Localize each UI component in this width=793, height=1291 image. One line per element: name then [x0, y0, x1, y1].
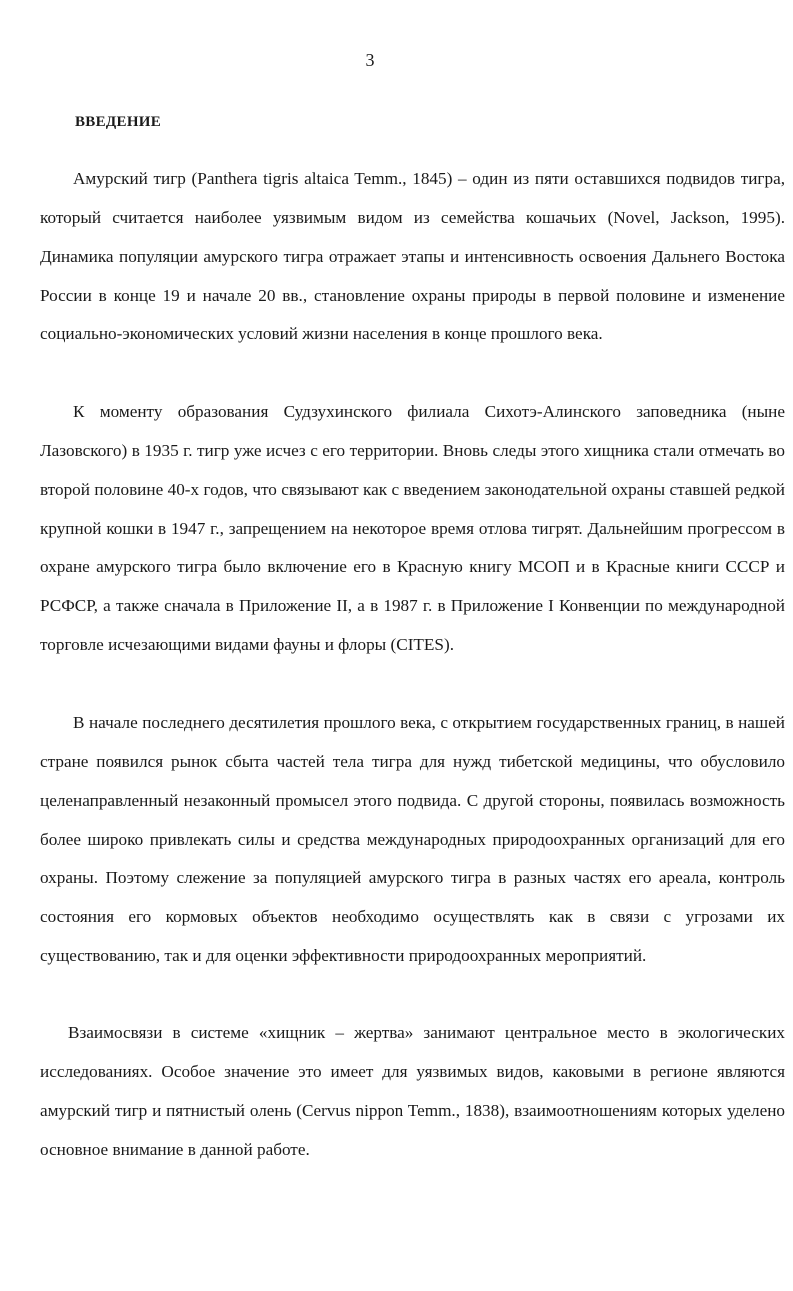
paragraph: В начале последнего десятилетия прошлого века, с открытием государственных границ, в нашей стране появился рынок сбыта частей тела тигра для нужд тибетской медицины, что обусловило целенаправленный незаконный промысел этого подвида. С другой стороны, появилась возможность более широко привлекать силы и средства международных природоохранных организаций для его охраны. Поэтому слежение за популяцией амурского тигра в разных частях его ареала, контроль состояния его кормовых объектов необходимо осуществлять как в связи с угрозами их существованию, так и для оценки эффективности природоохранных мероприятий.: [40, 713, 785, 965]
page-number: 3: [365, 50, 375, 70]
paragraph: Взаимосвязи в системе «хищник – жертва» занимают центральное место в экологических исследованиях. Особое значение это имеет для уязвимых видов, каковыми в регионе являются амурский тигр и пятнистый олень (Cervus nippon Temm., 1838), взаимоотношениям которых уделено основное внимание в данной работе.: [40, 1023, 785, 1159]
paragraph: Амурский тигр (Panthera tigris altaica Temm., 1845) – один из пяти оставшихся подвидов тигра, который считается наиболее уязвимым видом из семейства кошачьих (Novel, Jackson, 1995). Динамика популяции амурского тигра отражает этапы и интенсивность освоения Дальнего Востока России в конце 19 и начале 20 вв., становление охраны природы в первой половине и изменение социально-экономических условий жизни населения в конце прошлого века.: [40, 169, 785, 344]
paragraph: К моменту образования Судзухинского филиала Сихотэ-Алинского заповедника (ныне Лазовского) в 1935 г. тигр уже исчез с его территории. Вновь следы этого хищника стали отмечать во второй половине 40-х годов, что связывают как с введением законодательной охраны ставшей редкой крупной кошки в 1947 г., запрещением на некоторое время отлова тигрят. Дальнейшим прогрессом в охране амурского тигра было включение его в Красную книгу МСОП и в Красные книги СССР и РСФСР, а также сначала в Приложение II, а в 1987 г. в Приложение I Конвенции по международной торговле исчезающими видами фауны и флоры (CITES).: [40, 402, 785, 654]
section-heading: ВВЕДЕНИЕ: [75, 114, 162, 130]
